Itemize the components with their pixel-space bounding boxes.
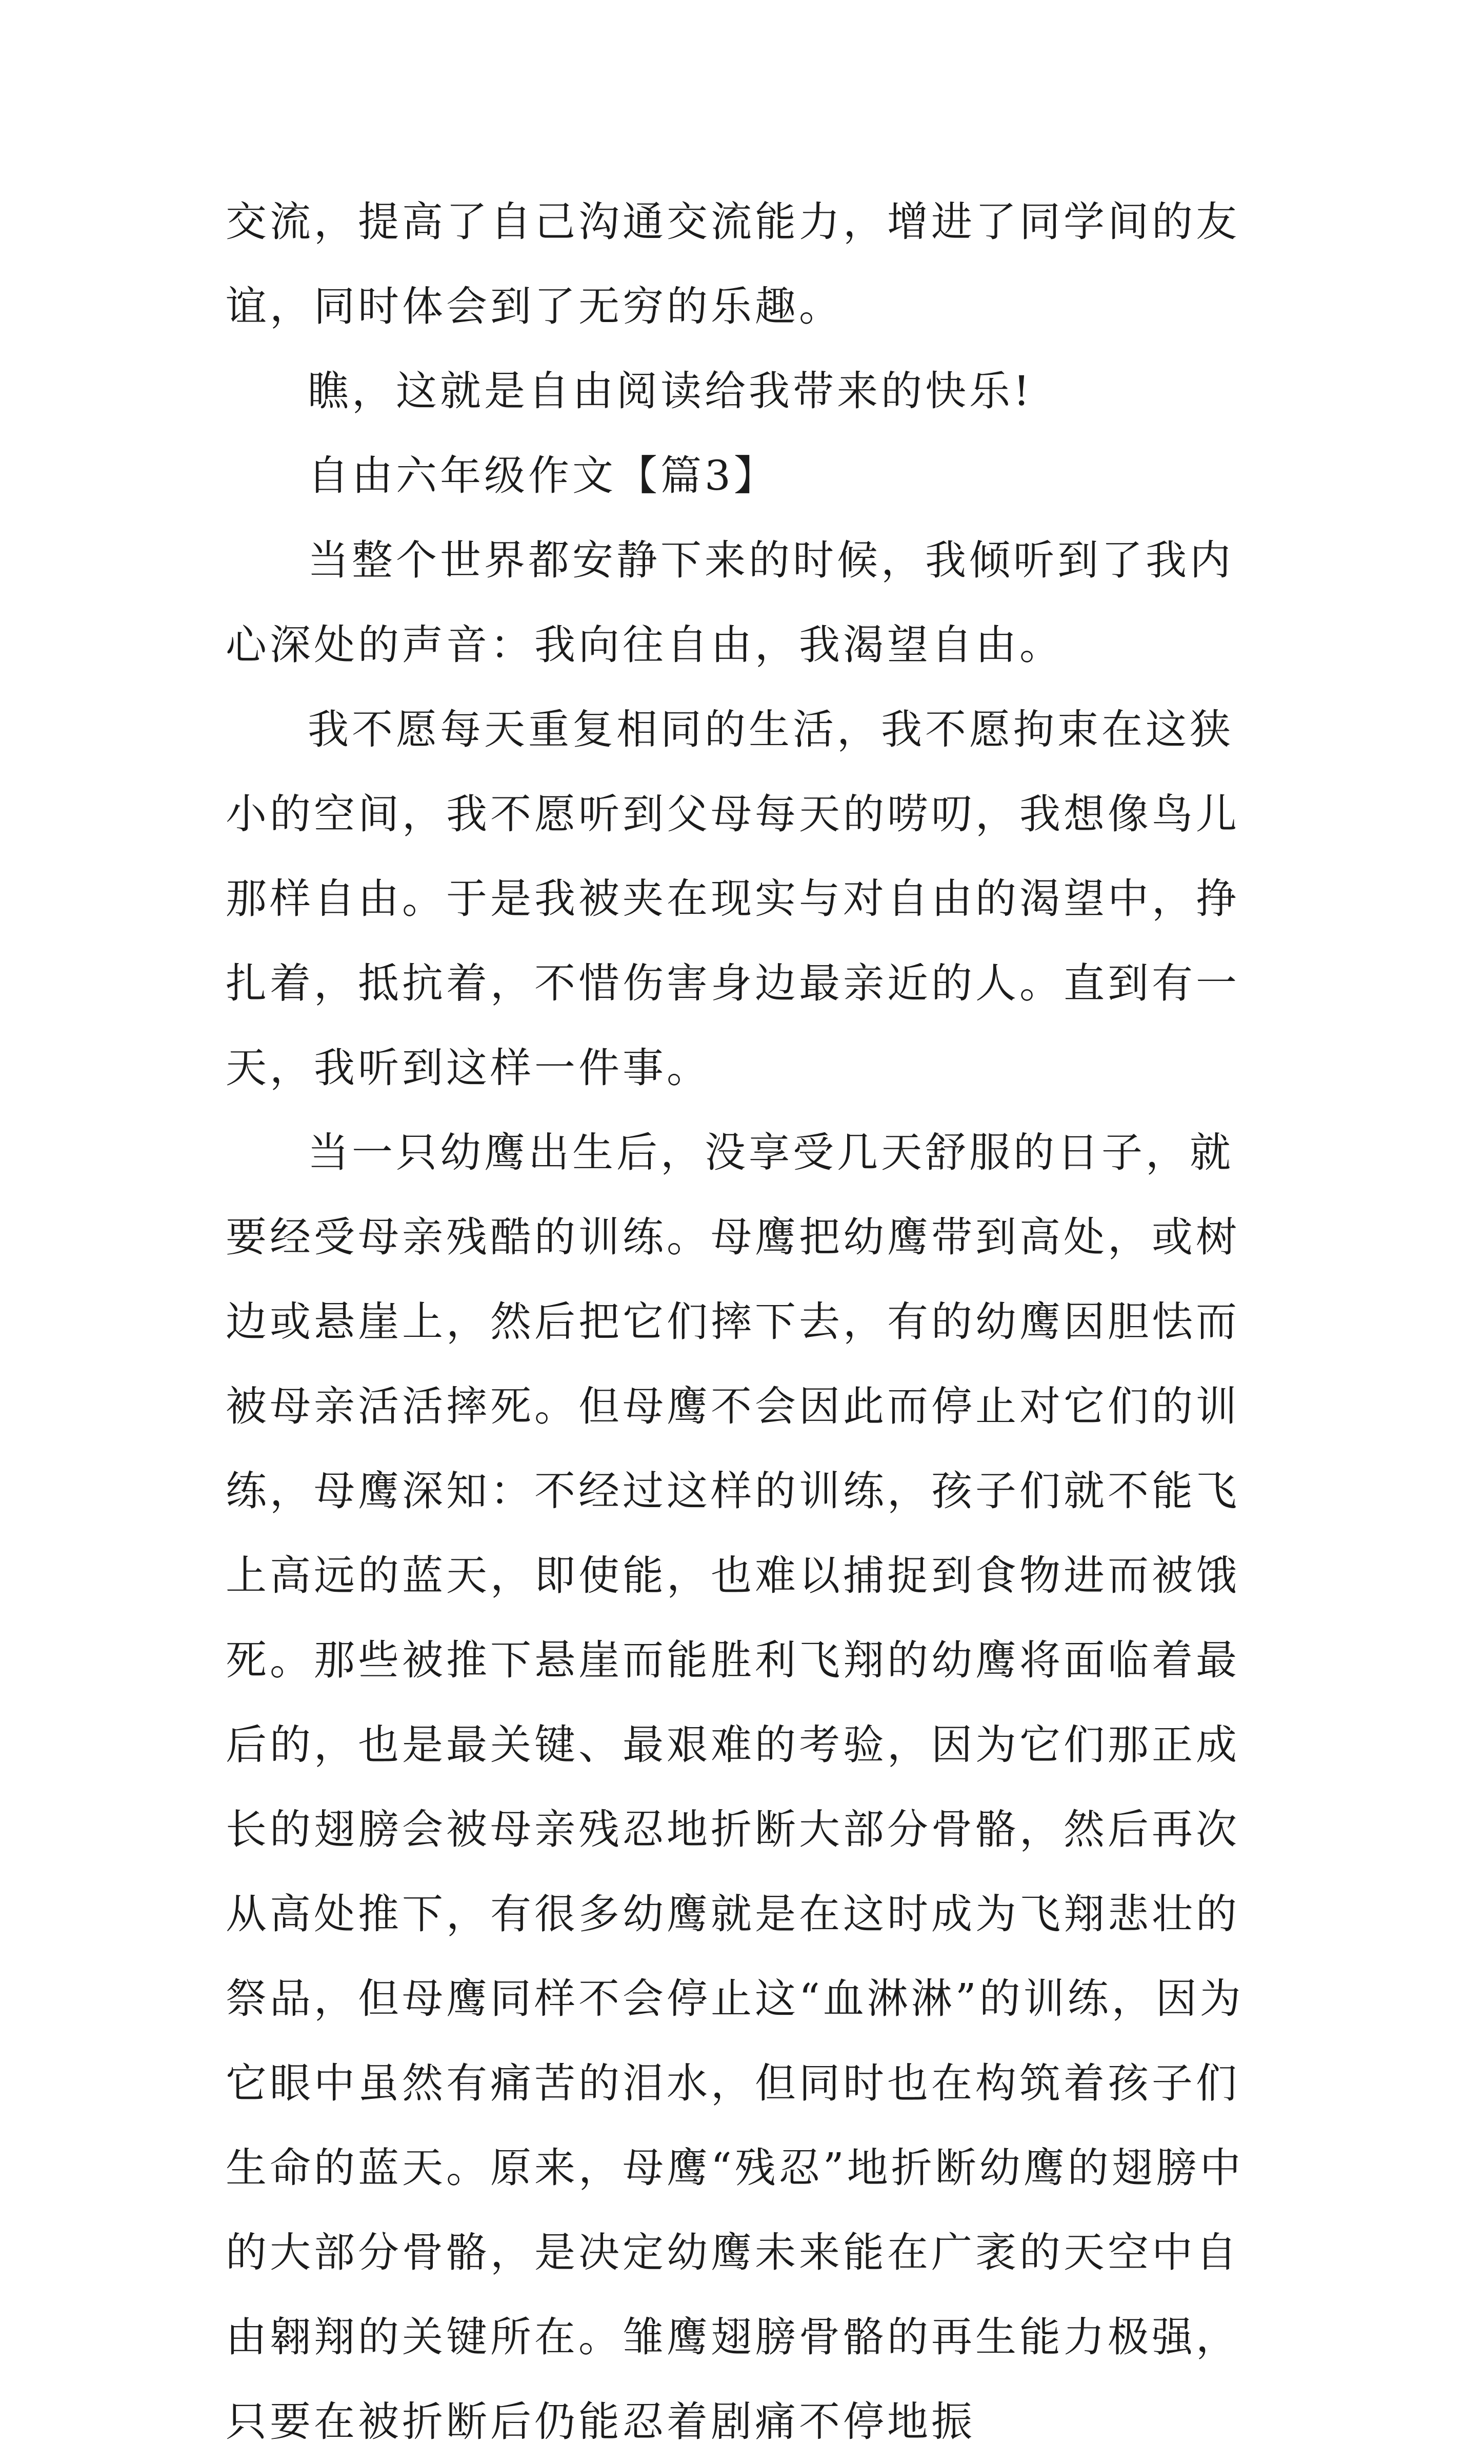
section-heading: 自由六年级作文【篇3】	[308, 452, 778, 499]
paragraph-1: 交流，提高了自己沟通交流能力，增进了同学间的友谊，同时体会到了无穷的乐趣。	[226, 198, 1240, 330]
paragraph-4: 我不愿每天重复相同的生活，我不愿拘束在这狭小的空间，我不愿听到父母每天的唠叨，我想像鸟儿那样自由。于是我被夹在现实与对自由的渴望中，挣扎着，抵抗着，不惜伤害身边最亲近的人。直到有一天，我听到这样一件事。	[226, 706, 1240, 1092]
paragraph-3: 当整个世界都安静下来的时候，我倾听到了我内心深处的声音：我向往自由，我渴望自由。	[226, 536, 1234, 669]
paragraph-2: 瞧，这就是自由阅读给我带来的快乐!	[308, 367, 1033, 415]
document-body	[226, 179, 1272, 2464]
paragraph-5: 当一只幼鹰出生后，没享受几天舒服的日子，就要经受母亲残酷的训练。母鹰把幼鹰带到高处，或树边或悬崖上，然后把它们摔下去，有的幼鹰因胆怯而被母亲活活摔死。但母鹰不会因此而停止对它们的训练，母鹰深知：不经过这样的训练，孩子们就不能飞上高远的蓝天，即使能，也难以捕捉到食物进而被饿死。那些被推下悬崖而能胜利飞翔的幼鹰将面临着最后的，也是最关键、最艰难的考验，因为它们那正成长的翅膀会被母亲残忍地折断大部分骨骼，然后再次从高处推下，有很多幼鹰就是在这时成为飞翔悲壮的祭品，但母鹰同样不会停止这“血淋淋”的训练，因为它眼中虽然有痛苦的泪水，但同时也在构筑着孩子们生命的蓝天。原来，母鹰“残忍”地折断幼鹰的翅膀中的大部分骨骼，是决定幼鹰未来能在广袤的天空中自由翱翔的关键所在。雏鹰翅膀骨骼的再生能力极强，只要在被折断后仍能忍着剧痛不停地振	[226, 1129, 1244, 2446]
